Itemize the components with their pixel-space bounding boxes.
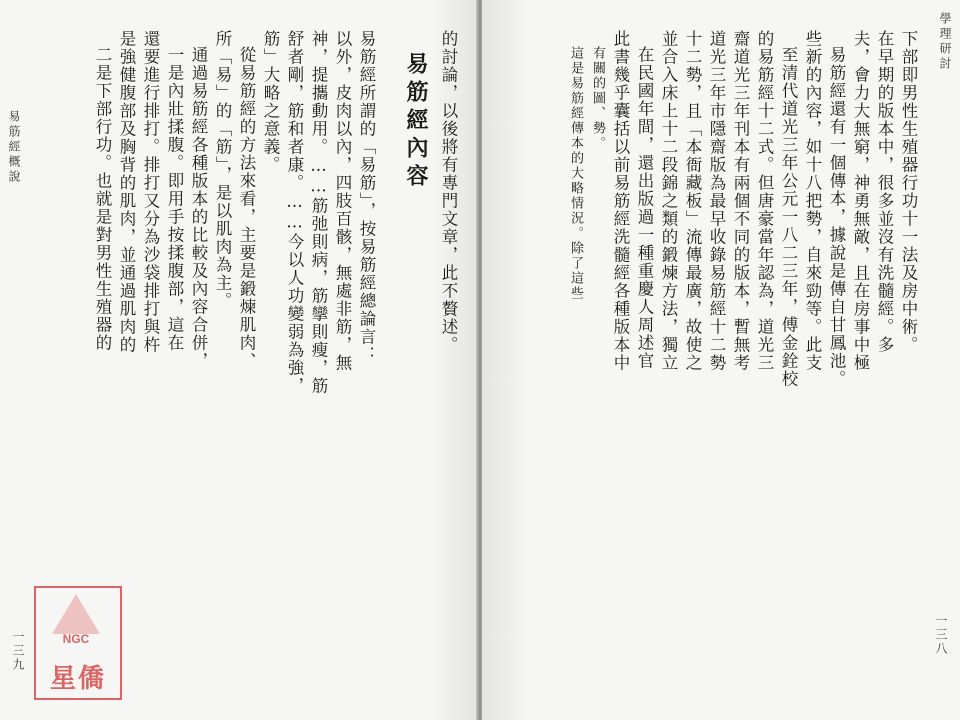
left-running-header: 易筋經概說 xyxy=(7,110,21,185)
section-heading: 易筋經內容 xyxy=(403,52,429,192)
text-column: 是強健腹部及胸背的肌肉，並通過肌肉的 xyxy=(117,30,136,354)
text-column: 齋道光三年刊本有兩個不同的版本，暫無考 xyxy=(731,30,750,372)
text-column: 易筋經所謂的「易筋」，按易筋經總論言： xyxy=(357,30,376,364)
text-column: 些新的內容，如十八把勢，自來勁等。此支 xyxy=(803,30,822,372)
right-running-header: 學理研討 xyxy=(938,12,952,72)
text-column: 在民國年間，還出版過一種重慶人周述官 xyxy=(635,46,654,370)
text-column: 此書幾乎囊括以前易筋經洗髓經各種版本中 xyxy=(611,30,630,372)
right-page-number: 一三八 xyxy=(934,614,948,656)
text-column: 筋」大略之意義。 xyxy=(261,30,280,174)
text-column: 還要進行排打。排打又分為沙袋排打與杵 xyxy=(141,30,160,354)
text-column: 道光三年市隱齋版為最早收錄易筋經十二勢 xyxy=(707,30,726,372)
text-column xyxy=(378,30,396,670)
left-page xyxy=(0,0,478,720)
text-column: 夫，會力大無窮，神勇無敵，且在房事中極 xyxy=(851,30,870,372)
stamp-triangle-icon xyxy=(52,594,100,634)
text-column: 下部即男性生殖器行功十一法及房中術。 xyxy=(899,30,918,354)
text-column: 在早期的版本中，很多並沒有洗髓經。多 xyxy=(875,30,894,354)
text-column: 神，提攜動用。……筋弛則病，筋攣則瘦，筋 xyxy=(309,30,328,395)
text-column: 二是下部行功。也就是對男性生殖器的 xyxy=(93,46,112,352)
text-column: 易筋經還有一個傳本，據說是傳自甘鳳池。 xyxy=(827,46,846,388)
text-column: 從易筋經的方法來看，主要是鍛煉肌肉、 xyxy=(237,46,256,370)
watermark-stamp xyxy=(34,586,122,700)
right-text-columns xyxy=(564,30,920,686)
text-column: 以外，皮肉以內，四肢百骸，無處非筋，無 xyxy=(333,30,352,372)
text-column: 舒者剛，筋和者康。……今以人功變弱為強， xyxy=(285,30,304,395)
text-column: 一是內壯揉腹。即用手按揉腹部，這在 xyxy=(165,46,184,352)
text-column: 並合入床上十二段錦之類的鍛煉方法，獨立 xyxy=(659,30,678,372)
left-page-number: 一三九 xyxy=(11,630,25,672)
text-column: 這是易筋經傳本的大略情況。除了這些 xyxy=(568,46,583,301)
text-column: 所「易」的「筋」，是以肌肉為主。 xyxy=(213,30,232,310)
text-column: 十二勢，且「本衙藏板」流傳最廣，故使之 xyxy=(683,30,702,372)
right-page xyxy=(482,0,960,720)
left-text-columns xyxy=(90,30,460,692)
stamp-subtext: NGC xyxy=(62,632,90,646)
text-column: 通過易筋經各種版本的比較及內容合併， xyxy=(189,46,208,370)
stamp-name: 星僑 xyxy=(49,664,106,694)
text-column: 有關的圖、勢。 xyxy=(590,46,605,151)
text-column: 至清代道光三年公元一八二三年，傅金銓校 xyxy=(779,46,798,388)
text-column: 的討論，以後將有專門文章，此不贅述。 xyxy=(439,30,458,354)
text-column: 的易筋經十二式。但唐豪當年認為，道光三 xyxy=(755,30,774,372)
